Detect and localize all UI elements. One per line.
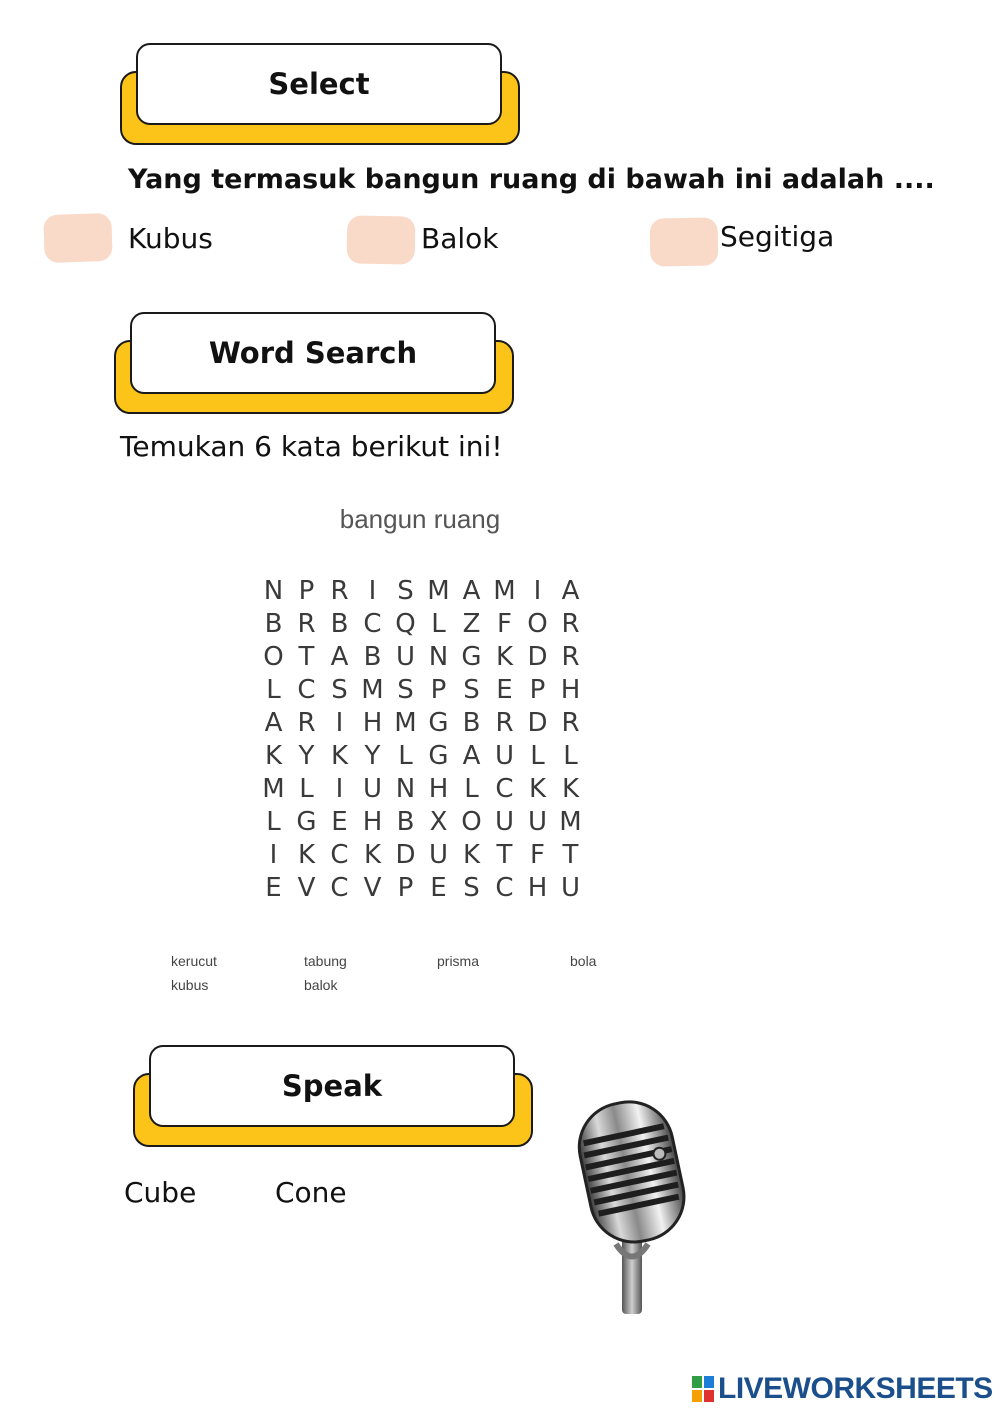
grid-letter[interactable]: B (264, 608, 283, 639)
grid-letter[interactable]: H (362, 707, 383, 738)
grid-letter[interactable]: K (495, 641, 514, 672)
grid-letter[interactable]: E (430, 872, 447, 903)
grid-letter[interactable]: R (495, 707, 514, 738)
grid-letter[interactable]: X (429, 806, 448, 837)
grid-letter[interactable]: Q (395, 608, 416, 639)
grid-letter[interactable]: L (464, 773, 479, 804)
grid-letter[interactable]: I (269, 839, 278, 870)
grid-letter[interactable]: R (330, 575, 349, 606)
grid-letter[interactable]: S (397, 674, 414, 705)
grid-letter[interactable]: R (561, 641, 580, 672)
grid-letter[interactable]: M (493, 575, 516, 606)
speak-word-cube: Cube (124, 1176, 197, 1209)
select-section-header (120, 43, 520, 145)
grid-letter[interactable]: D (527, 707, 548, 738)
grid-letter[interactable]: K (561, 773, 580, 804)
grid-letter[interactable]: T (562, 839, 579, 870)
speak-section-header (133, 1045, 533, 1147)
grid-letter[interactable]: C (495, 773, 514, 804)
option-label: Kubus (128, 222, 213, 255)
grid-letter[interactable]: N (263, 575, 284, 606)
grid-letter[interactable]: A (462, 575, 481, 606)
grid-letter[interactable]: K (264, 740, 283, 771)
grid-letter[interactable]: Y (298, 740, 315, 771)
grid-letter[interactable]: H (560, 674, 581, 705)
select-question: Yang termasuk bangun ruang di bawah ini adalah .... (128, 164, 935, 195)
speak-word-cone: Cone (275, 1176, 347, 1209)
grid-letter[interactable]: P (298, 575, 315, 606)
grid-letter[interactable]: S (331, 674, 348, 705)
grid-letter[interactable]: N (428, 641, 449, 672)
word-list-item: kubus (171, 977, 209, 993)
grid-letter[interactable]: U (494, 740, 515, 771)
grid-letter[interactable]: M (427, 575, 450, 606)
grid-letter[interactable]: B (363, 641, 382, 672)
grid-letter[interactable]: C (330, 872, 349, 903)
grid-letter[interactable]: L (431, 608, 446, 639)
grid-letter[interactable]: I (368, 575, 377, 606)
grid-letter[interactable]: S (397, 575, 414, 606)
puzzle-title: bangun ruang (339, 504, 501, 534)
grid-letter[interactable]: O (461, 806, 482, 837)
grid-letter[interactable]: D (395, 839, 416, 870)
grid-letter[interactable]: A (561, 575, 580, 606)
grid-letter[interactable]: I (335, 707, 344, 738)
grid-letter[interactable]: L (266, 806, 281, 837)
section-title: Word Search (130, 312, 496, 394)
grid-letter[interactable]: A (462, 740, 481, 771)
grid-letter[interactable]: U (494, 806, 515, 837)
grid-letter[interactable]: R (561, 707, 580, 738)
grid-letter[interactable]: U (560, 872, 581, 903)
grid-letter[interactable]: R (297, 707, 316, 738)
word-list-item: bola (570, 953, 597, 969)
grid-letter[interactable]: H (428, 773, 449, 804)
grid-letter[interactable]: A (330, 641, 349, 672)
section-title: Select (136, 43, 502, 125)
grid-letter[interactable]: E (496, 674, 513, 705)
grid-letter[interactable]: P (529, 674, 546, 705)
word-search-grid[interactable] (257, 574, 587, 904)
grid-letter[interactable]: F (497, 608, 512, 639)
grid-letter[interactable]: S (463, 674, 480, 705)
logo-text: LIVEWORKSHEETS (718, 1372, 993, 1405)
grid-letter[interactable]: G (428, 740, 449, 771)
grid-letter[interactable]: B (396, 806, 415, 837)
liveworksheets-logo (692, 1372, 993, 1406)
grid-letter[interactable]: K (462, 839, 481, 870)
grid-letter[interactable]: L (266, 674, 281, 705)
word-list-item: tabung (304, 953, 347, 969)
grid-letter[interactable]: H (527, 872, 548, 903)
grid-letter[interactable]: U (527, 806, 548, 837)
grid-letter[interactable]: Y (364, 740, 381, 771)
grid-letter[interactable]: V (363, 872, 382, 903)
word-search-section-header (114, 312, 514, 414)
grid-letter[interactable]: P (430, 674, 447, 705)
grid-letter[interactable]: D (527, 641, 548, 672)
grid-letter[interactable]: M (394, 707, 417, 738)
grid-letter[interactable]: L (530, 740, 545, 771)
answer-box-segitiga[interactable] (650, 217, 719, 266)
grid-letter[interactable]: M (559, 806, 582, 837)
grid-letter[interactable]: Z (462, 608, 481, 639)
grid-letter[interactable]: E (265, 872, 282, 903)
grid-letter[interactable]: M (361, 674, 384, 705)
grid-letter[interactable]: O (263, 641, 284, 672)
grid-letter[interactable]: B (462, 707, 481, 738)
grid-letter[interactable]: C (330, 839, 349, 870)
grid-letter[interactable]: M (262, 773, 285, 804)
grid-letter[interactable]: C (495, 872, 514, 903)
grid-letter[interactable]: C (297, 674, 316, 705)
option-label: Segitiga (720, 220, 835, 253)
grid-letter[interactable]: V (297, 872, 316, 903)
grid-letter[interactable]: R (297, 608, 316, 639)
grid-letter[interactable]: T (496, 839, 513, 870)
word-list (171, 953, 703, 1001)
option-label: Balok (421, 222, 499, 255)
section-title: Speak (149, 1045, 515, 1127)
word-list-item: kerucut (171, 953, 217, 969)
grid-letter[interactable]: G (428, 707, 449, 738)
grid-letter[interactable]: H (362, 806, 383, 837)
grid-letter[interactable]: B (330, 608, 349, 639)
grid-letter[interactable]: T (298, 641, 315, 672)
grid-letter[interactable]: F (530, 839, 545, 870)
grid-letter[interactable]: S (463, 872, 480, 903)
word-search-instruction: Temukan 6 kata berikut ini! (120, 430, 503, 463)
logo-badge-icon (692, 1376, 714, 1402)
answer-box-balok[interactable] (347, 215, 416, 264)
word-list-item: balok (304, 977, 338, 993)
grid-letter[interactable]: O (527, 608, 548, 639)
microphone-icon[interactable] (566, 1094, 696, 1314)
grid-letter[interactable]: K (528, 773, 547, 804)
grid-letter[interactable]: G (296, 806, 317, 837)
grid-letter[interactable]: I (533, 575, 542, 606)
grid-letter[interactable]: N (395, 773, 416, 804)
grid-letter[interactable]: K (363, 839, 382, 870)
grid-letter[interactable]: L (398, 740, 413, 771)
grid-letter[interactable]: G (461, 641, 482, 672)
grid-letter[interactable]: U (395, 641, 416, 672)
word-list-item: prisma (437, 953, 480, 969)
answer-box-kubus[interactable] (43, 213, 113, 263)
grid-letter[interactable]: A (264, 707, 283, 738)
grid-letter[interactable]: E (331, 806, 348, 837)
grid-letter[interactable]: I (335, 773, 344, 804)
grid-letter[interactable]: K (297, 839, 316, 870)
grid-letter[interactable]: L (563, 740, 578, 771)
grid-letter[interactable]: U (362, 773, 383, 804)
grid-letter[interactable]: K (330, 740, 349, 771)
grid-letter[interactable]: C (363, 608, 382, 639)
grid-letter[interactable]: L (299, 773, 314, 804)
grid-letter[interactable]: R (561, 608, 580, 639)
grid-letter[interactable]: P (397, 872, 414, 903)
grid-letter[interactable]: U (428, 839, 449, 870)
